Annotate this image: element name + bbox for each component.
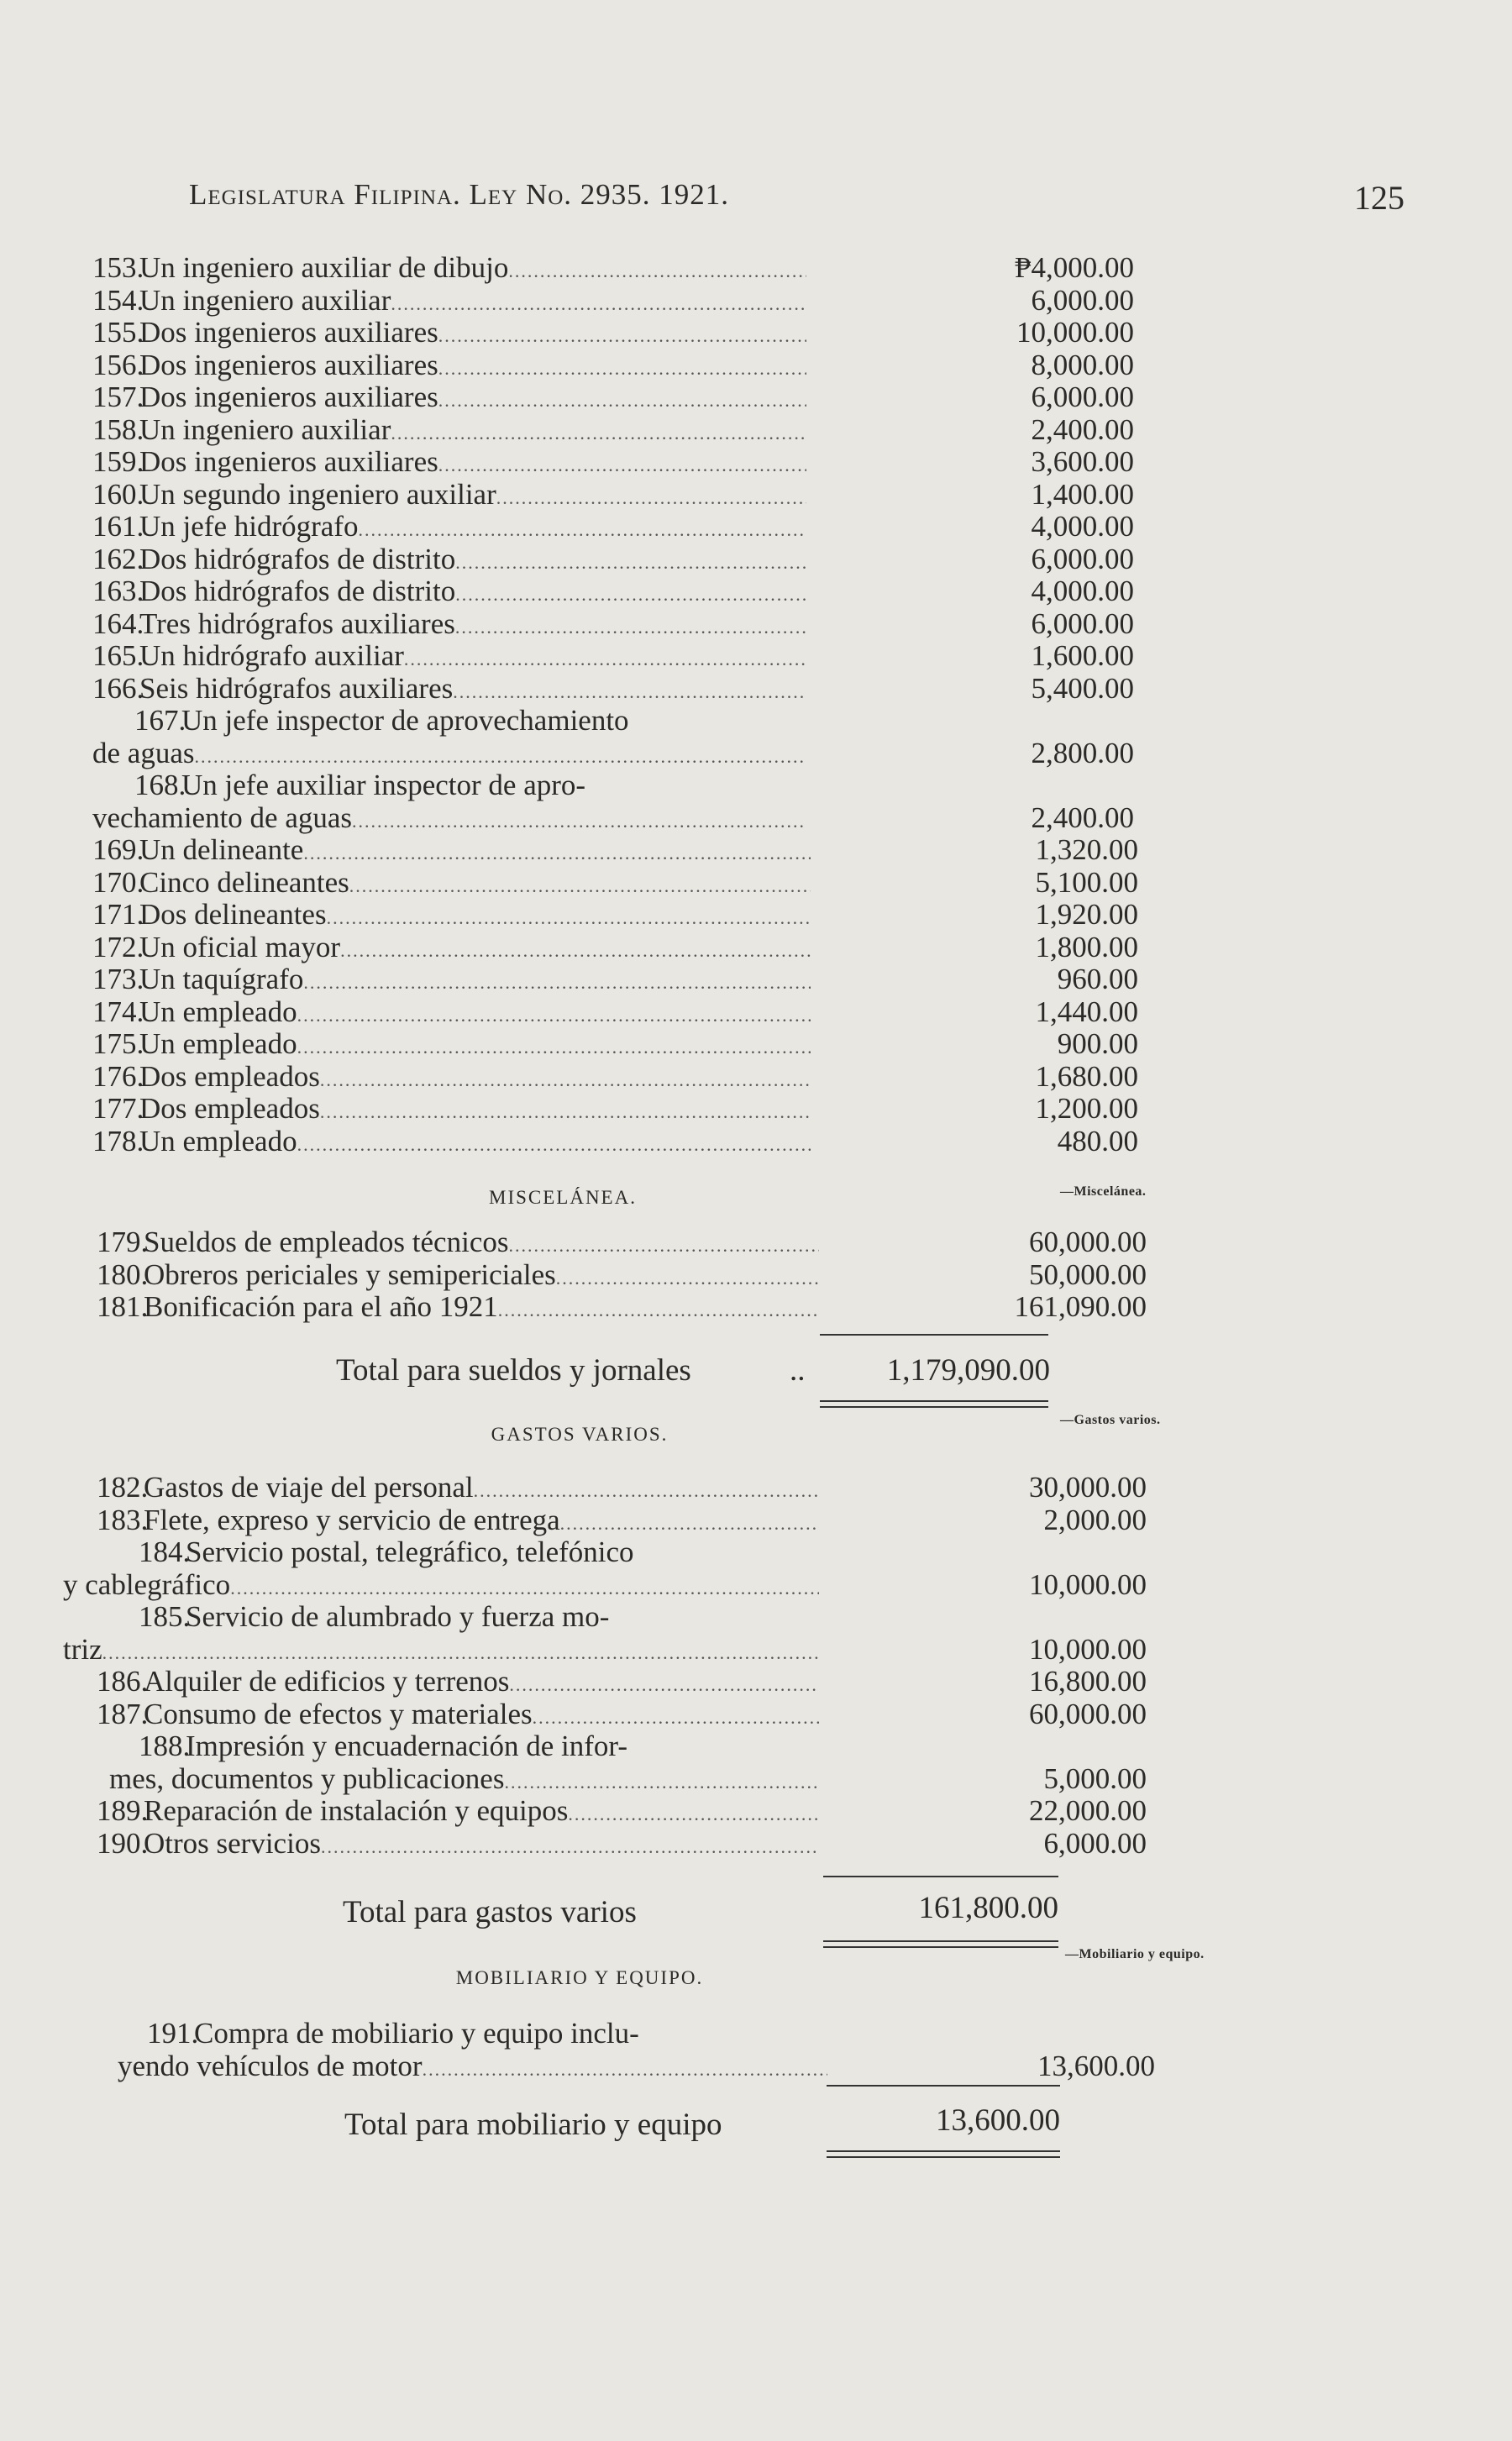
item-desc-cont: triz [63, 1633, 102, 1666]
item-185 [63, 1601, 1147, 1666]
item-number: 157. [92, 381, 144, 413]
list-item [97, 1290, 1147, 1324]
item-number: 156. [92, 349, 144, 381]
item-number: 183. [97, 1504, 149, 1536]
total-dots: .. [790, 1353, 806, 1388]
item-desc: Un delineante [139, 834, 304, 866]
item-desc: Otros servicios [144, 1827, 321, 1860]
item-desc: Un empleado [139, 995, 297, 1028]
item-amount: 1,920.00 [1035, 898, 1138, 931]
list-item [92, 963, 1138, 996]
list-item [92, 542, 1134, 576]
item-amount: 4,000.00 [1031, 510, 1134, 543]
item-number: 178. [92, 1125, 144, 1158]
item-desc: Dos empleados [139, 1060, 320, 1093]
list-item [92, 477, 1134, 512]
list-item [97, 1226, 1147, 1259]
item-number: 188. [139, 1730, 191, 1762]
item-desc: Dos hidrógrafos de distrito [139, 575, 456, 607]
double-rule [820, 1400, 1048, 1408]
list-item [92, 1124, 1138, 1158]
item-number: 161. [92, 511, 144, 543]
item-desc: Compra de mobiliario y equipo inclu- [194, 2018, 639, 2050]
item-desc: Consumo de efectos y materiales [144, 1698, 533, 1730]
item-amount: 1,200.00 [1035, 1092, 1138, 1125]
item-amount: 2,800.00 [1031, 736, 1134, 769]
item-desc: Alquiler de edificios y terrenos [144, 1666, 510, 1698]
item-amount: 1,400.00 [1031, 477, 1134, 511]
item-desc: Dos ingenieros auxiliares [139, 349, 438, 381]
item-amount: 1,600.00 [1031, 639, 1134, 672]
margin-note-mobiliario: —Mobiliario y equipo. [1065, 1947, 1205, 1961]
item-number: 172. [92, 931, 144, 963]
item-desc: Un hidrógrafo auxiliar [139, 640, 404, 672]
item-amount: 13,600.00 [1037, 2049, 1155, 2082]
item-amount: 960.00 [1057, 963, 1138, 995]
item-amount: 22,000.00 [1029, 1794, 1147, 1827]
item-desc: Servicio postal, telegráfico, telefónico [186, 1536, 634, 1568]
list-item [92, 283, 1134, 318]
item-amount: 161,090.00 [1014, 1290, 1147, 1323]
item-number: 190. [97, 1827, 149, 1860]
item-desc: Impresión y encuadernación de infor- [186, 1730, 628, 1762]
item-desc: Dos ingenieros auxiliares [139, 446, 438, 478]
list-item [92, 995, 1138, 1029]
double-rule [827, 2150, 1060, 2158]
item-desc: Servicio de alumbrado y fuerza mo- [186, 1601, 610, 1633]
item-desc: Dos empleados [139, 1093, 320, 1125]
item-number: 173. [92, 963, 144, 995]
item-amount: 5,100.00 [1035, 865, 1138, 899]
item-desc: Un jefe auxiliar inspector de apro- [181, 769, 586, 801]
item-number: 166. [92, 672, 144, 705]
item-167 [92, 705, 1134, 769]
item-number: 165. [92, 640, 144, 672]
item-191 [118, 2018, 1155, 2082]
item-amount: 10,000.00 [1029, 1632, 1147, 1666]
total-label-mobiliario: Total para mobiliario y equipo [344, 2108, 722, 2142]
item-number: 167. [134, 705, 186, 737]
item-number: 189. [97, 1795, 149, 1827]
item-number: 159. [92, 446, 144, 478]
item-amount: 6,000.00 [1031, 283, 1134, 317]
list-item [97, 1257, 1147, 1292]
item-number: 169. [92, 834, 144, 866]
item-desc: Un empleado [139, 1125, 297, 1158]
item-desc-cont: de aguas [92, 737, 195, 769]
item-number: 158. [92, 413, 144, 446]
section-title-gastos: GASTOS VARIOS. [491, 1424, 669, 1445]
item-number: 170. [92, 866, 144, 899]
item-desc: Un jefe hidrógrafo [139, 511, 359, 543]
item-desc: Un segundo ingeniero auxiliar [139, 478, 496, 511]
item-number: 191. [147, 2018, 199, 2050]
item-number: 155. [92, 317, 144, 349]
item-amount: 1,800.00 [1035, 930, 1138, 963]
running-header: Legislatura Filipina. Ley No. 2935. 1921. [189, 178, 730, 211]
item-amount: 6,000.00 [1031, 606, 1134, 640]
item-amount: 6,000.00 [1043, 1826, 1147, 1860]
item-desc: Dos delineantes [139, 899, 327, 931]
rule [823, 1876, 1058, 1877]
item-number: 163. [92, 575, 144, 607]
items-189-190 [97, 1794, 1147, 1860]
item-number: 187. [97, 1698, 149, 1730]
item-amount: 5,000.00 [1043, 1761, 1147, 1795]
list-item [92, 1059, 1138, 1094]
item-desc: Dos ingenieros auxiliares [139, 317, 438, 349]
list-item [92, 930, 1138, 964]
item-amount: 2,000.00 [1043, 1503, 1147, 1536]
section-title-mobiliario: MOBILIARIO Y EQUIPO. [455, 1967, 704, 1988]
item-number: 168. [134, 769, 186, 801]
items-169-178 [92, 833, 1138, 1158]
item-desc: Un taquígrafo [139, 963, 304, 995]
item-number: 175. [92, 1028, 144, 1060]
item-number: 177. [92, 1093, 144, 1125]
rule [820, 1334, 1048, 1336]
list-item [92, 606, 1134, 641]
item-amount: 6,000.00 [1031, 542, 1134, 575]
item-amount: 2,400.00 [1031, 412, 1134, 446]
item-desc: Sueldos de empleados técnicos [144, 1226, 509, 1258]
item-desc: Un ingeniero auxiliar de dibujo [139, 252, 509, 284]
total-label-gastos: Total para gastos varios [343, 1895, 637, 1929]
item-amount: 5,400.00 [1031, 671, 1134, 705]
list-item [92, 833, 1138, 867]
section-title-miscelanea: MISCELÁNEA. [489, 1187, 637, 1208]
total-label-sueldos: Total para sueldos y jornales [336, 1353, 691, 1388]
item-desc: Dos ingenieros auxiliares [139, 381, 438, 413]
item-number: 162. [92, 543, 144, 575]
item-desc: Gastos de viaje del personal [144, 1472, 474, 1504]
list-item [92, 381, 1134, 414]
item-amount: 16,800.00 [1029, 1665, 1147, 1698]
item-amount: 60,000.00 [1029, 1697, 1147, 1730]
item-amount: 60,000.00 [1029, 1226, 1147, 1258]
items-186-187 [97, 1665, 1147, 1730]
item-number: 181. [97, 1291, 149, 1323]
item-number: 185. [139, 1601, 191, 1633]
margin-note-miscelanea: —Miscelánea. [1060, 1184, 1147, 1199]
item-amount: 2,400.00 [1031, 801, 1134, 834]
list-item [92, 1092, 1138, 1126]
item-amount: 900.00 [1057, 1027, 1138, 1060]
item-amount: 8,000.00 [1031, 348, 1134, 381]
item-number: 153. [92, 252, 144, 284]
item-amount: 50,000.00 [1029, 1257, 1147, 1291]
total-amount-sueldos: 1,179,090.00 [886, 1353, 1050, 1388]
rule [827, 2085, 1060, 2087]
list-item [92, 510, 1134, 543]
item-182 [97, 1471, 1147, 1536]
item-number: 154. [92, 284, 144, 317]
item-desc-cont: y cablegráfico [63, 1568, 231, 1601]
list-item [92, 898, 1138, 932]
item-amount: 1,320.00 [1035, 833, 1138, 866]
item-amount: 3,600.00 [1031, 445, 1134, 478]
list-item [92, 316, 1134, 349]
item-184 [63, 1536, 1147, 1601]
item-amount: 10,000.00 [1016, 316, 1134, 349]
double-rule [823, 1940, 1058, 1948]
list-item [92, 251, 1134, 285]
items-179-181 [97, 1226, 1147, 1324]
item-desc: Obreros periciales y semipericiales [144, 1258, 556, 1291]
item-amount: 1,680.00 [1035, 1059, 1138, 1093]
list-item [92, 575, 1134, 608]
item-amount: 10,000.00 [1029, 1567, 1147, 1601]
list-item [92, 1027, 1138, 1061]
item-number: 176. [92, 1060, 144, 1093]
item-desc: Un ingeniero auxiliar [139, 284, 391, 317]
list-item [92, 348, 1134, 382]
list-item [92, 865, 1138, 900]
item-desc-cont: mes, documentos y publicaciones [109, 1762, 505, 1795]
item-168 [92, 769, 1134, 834]
item-desc: Un empleado [139, 1028, 297, 1060]
page-number: 125 [1354, 179, 1404, 217]
item-desc: Seis hidrógrafos auxiliares [139, 672, 454, 705]
item-desc-cont: yendo vehículos de motor [118, 2050, 423, 2082]
item-amount: 1,440.00 [1035, 995, 1138, 1028]
total-amount-mobiliario: 13,600.00 [936, 2103, 1060, 2138]
item-desc-cont: vechamiento de aguas [92, 801, 353, 834]
item-number: 164. [92, 607, 144, 640]
item-number: 160. [92, 478, 144, 511]
item-number: 184. [139, 1536, 191, 1568]
item-desc: Reparación de instalación y equipos [144, 1795, 569, 1827]
item-number: 171. [92, 899, 144, 931]
item-desc: Tres hidrógrafos auxiliares [139, 607, 455, 640]
item-number: 180. [97, 1258, 149, 1291]
list-item [92, 445, 1134, 479]
list-item [92, 412, 1134, 447]
item-desc: Un jefe inspector de aprovechamiento [181, 705, 629, 737]
item-desc: Dos hidrógrafos de distrito [139, 543, 456, 575]
item-desc: Un ingeniero auxiliar [139, 413, 391, 446]
list-item [92, 639, 1134, 673]
item-188 [109, 1730, 1147, 1795]
items-153-166 [92, 251, 1134, 705]
item-number: 174. [92, 995, 144, 1028]
item-desc: Un oficial mayor [139, 931, 341, 963]
item-amount: 4,000.00 [1031, 575, 1134, 607]
margin-note-gastos: —Gastos varios. [1060, 1413, 1161, 1427]
item-desc: Bonificación para el año 1921 [144, 1291, 498, 1323]
item-number: 186. [97, 1666, 149, 1698]
item-amount: ₱4,000.00 [1015, 251, 1134, 284]
item-amount: 480.00 [1057, 1124, 1138, 1158]
item-number: 179. [97, 1226, 149, 1258]
list-item [92, 671, 1134, 706]
item-amount: 6,000.00 [1031, 381, 1134, 413]
item-number: 182. [97, 1472, 149, 1504]
item-desc: Cinco delineantes [139, 866, 349, 899]
item-amount: 30,000.00 [1029, 1471, 1147, 1504]
item-desc: Flete, expreso y servicio de entrega [144, 1504, 560, 1536]
total-amount-gastos: 161,800.00 [918, 1891, 1058, 1925]
